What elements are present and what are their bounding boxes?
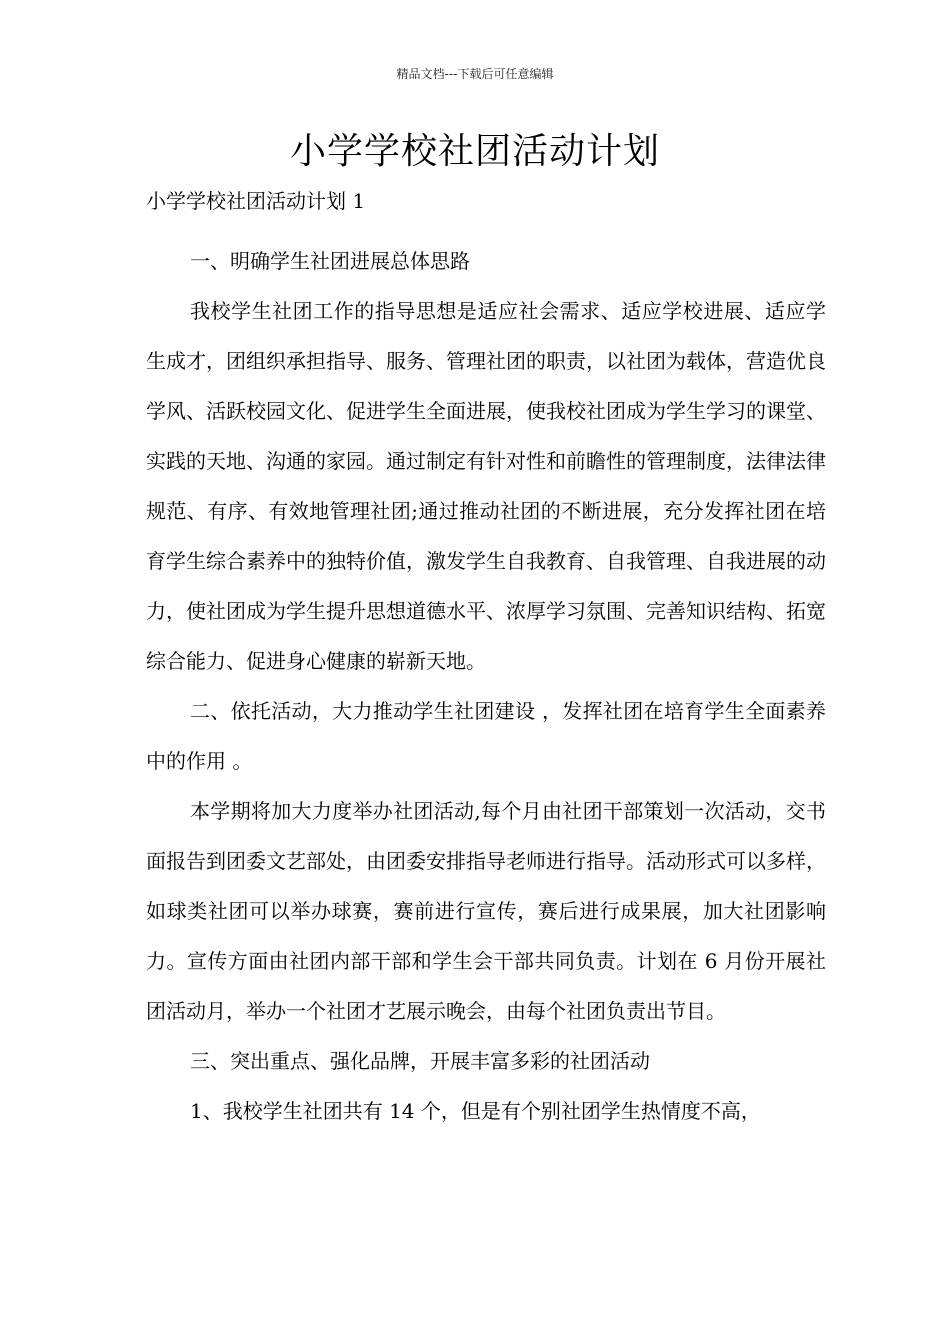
document-title: 小学学校社团活动计划 xyxy=(289,131,660,172)
document-subtitle: 小学学校社团活动计划 1 xyxy=(146,189,366,213)
paragraph-2: 本学期将加大力度举办社团活动,每个月由社团干部策划一次活动，交书面报告到团委文艺部处，由团委安排指导老师进行指导。活动形式可以多样，如球类社团可以举办球赛，赛前进行宣传，赛后进行成果展，加大社团影响力。宣传方面由社团内部干部和学生会干部共同负责。计划在 6 月份开展社团活动月，举办一个社团才艺展示晚会，由每个社团负责出节目。 xyxy=(146,799,826,1023)
section-heading-3: 三、突出重点、强化品牌，开展丰富多彩的社团活动 xyxy=(190,1049,650,1073)
document-body xyxy=(146,236,826,1136)
section-heading-2: 二、依托活动，大力推动学生社团建设 ，发挥社团在培育学生全面素养中的作用 。 xyxy=(146,699,826,773)
paragraph-3: 1、我校学生社团共有 14 个，但是有个别社团学生热情度不高， xyxy=(190,1099,761,1123)
paragraph-1: 我校学生社团工作的指导思想是适应社会需求、适应学校进展、适应学生成才，团组织承担指导、服务、管理社团的职责，以社团为载体，营造优良学风、活跃校园文化、促进学生全面进展，使我校社团成为学生学习的课堂、实践的天地、沟通的家园。通过制定有针对性和前瞻性的管理制度，法律法律规范、有序、有效地管理社团;通过推动社团的不断进展，充分发挥社团在培育学生综合素养中的独特价值，激发学生自我教育、自我管理、自我进展的动力，使社团成为学生提升思想道德水平、浓厚学习氛围、完善知识结构、拓宽综合能力、促进身心健康的崭新天地。 xyxy=(146,299,826,673)
section-heading-1: 一、明确学生社团进展总体思路 xyxy=(190,249,470,273)
header-note: 精品文档---下载后可任意编辑 xyxy=(396,67,554,81)
